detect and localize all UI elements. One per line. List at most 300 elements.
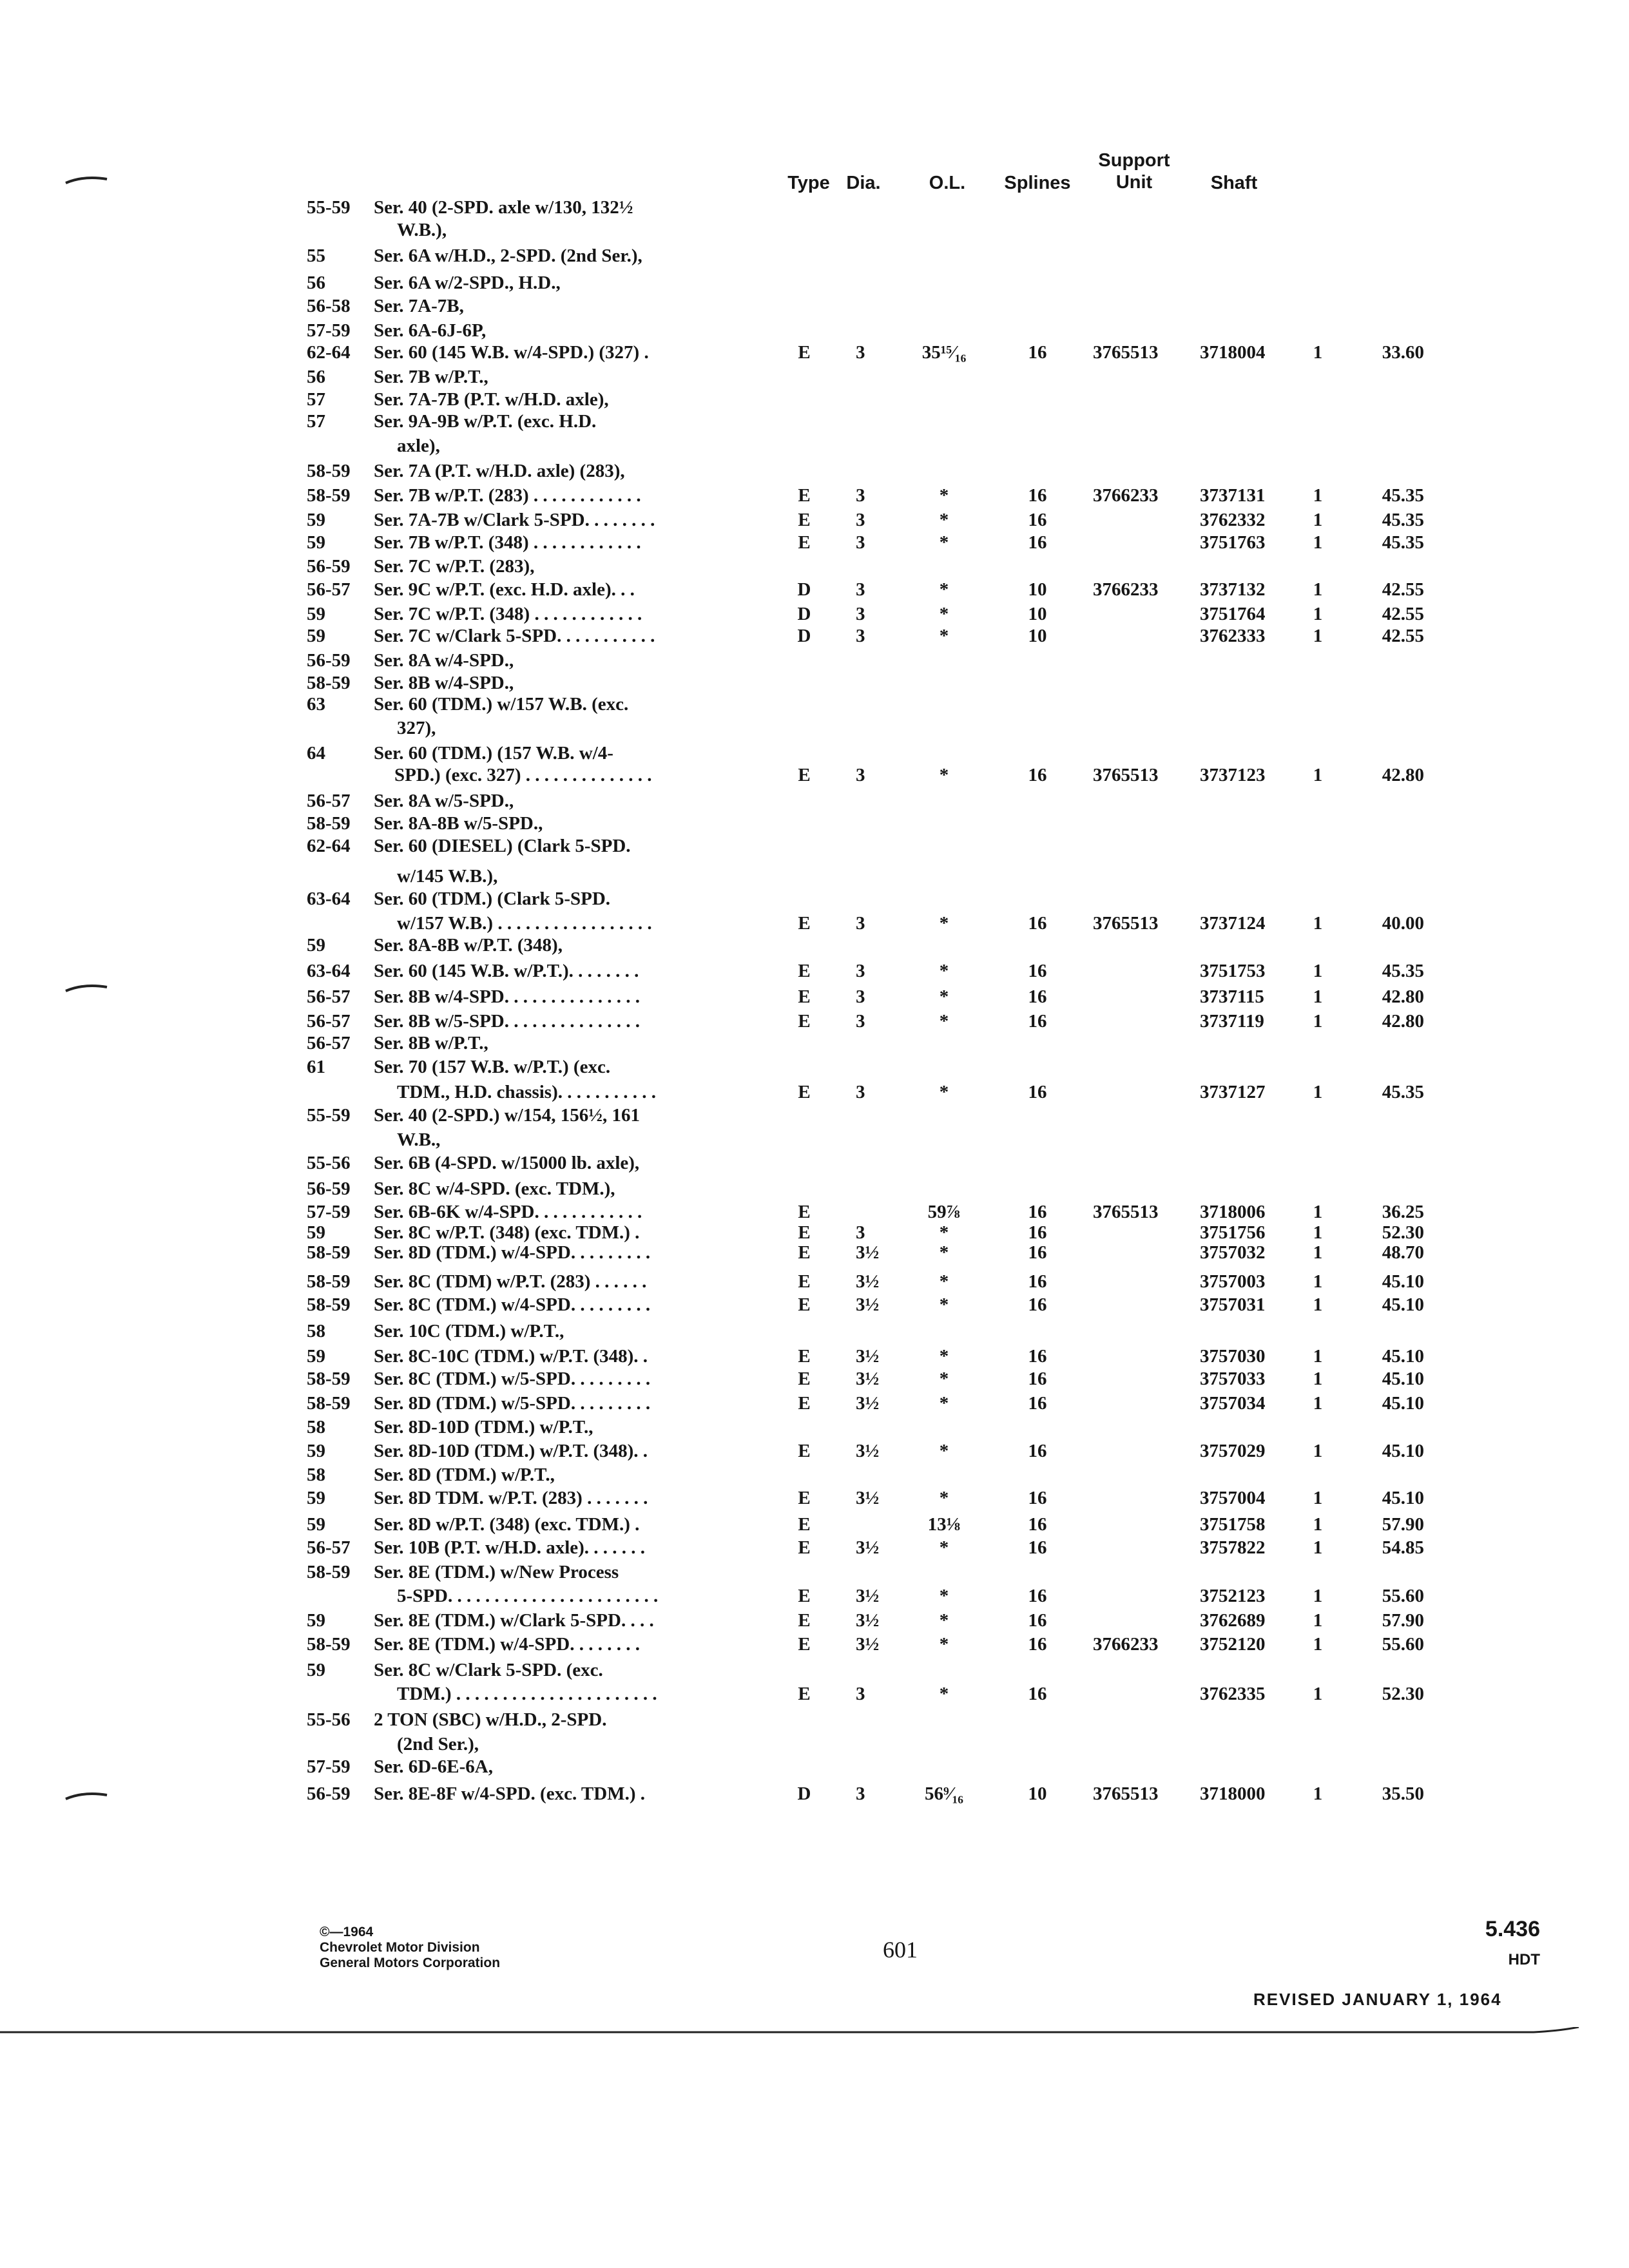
model-years: 59 <box>307 532 325 553</box>
cell-type: E <box>798 1294 811 1315</box>
model-years: 57-59 <box>307 1756 351 1777</box>
cell-dia: 3 <box>856 765 865 785</box>
cell-qty: 1 <box>1313 510 1323 530</box>
revised-date: REVISED JANUARY 1, 1964 <box>1253 1990 1502 2009</box>
cell-type: D <box>797 626 811 646</box>
model-description: SPD.) (exc. 327) . . . . . . . . . . . . . . <box>394 765 652 785</box>
model-years: 56-57 <box>307 579 351 600</box>
cell-ol: * <box>939 1011 949 1032</box>
cell-dia: 3 <box>856 342 865 363</box>
model-description: Ser. 8C w/4-SPD. (exc. TDM.), <box>374 1178 615 1199</box>
cell-support: 3765513 <box>1093 1783 1159 1804</box>
cell-price: 42.55 <box>1382 579 1424 600</box>
cell-qty: 1 <box>1313 1514 1323 1535</box>
cell-type: E <box>798 1514 811 1535</box>
cell-shaft: 3757003 <box>1200 1271 1266 1292</box>
table-row <box>0 811 1629 836</box>
cell-type: E <box>798 1346 811 1367</box>
cell-qty: 1 <box>1313 579 1323 600</box>
cell-type: E <box>798 342 811 363</box>
table-row <box>0 1009 1629 1033</box>
table-row <box>0 1560 1629 1584</box>
copyright-division: Chevrolet Motor Division <box>320 1940 480 1955</box>
model-years: 58-59 <box>307 1634 351 1655</box>
model-description: Ser. 7C w/P.T. (283), <box>374 556 535 577</box>
table-row <box>0 294 1629 318</box>
cell-price: 45.10 <box>1382 1294 1424 1315</box>
cell-price: 45.35 <box>1382 1082 1424 1102</box>
model-years: 59 <box>307 1441 325 1461</box>
model-years: 55 <box>307 245 325 266</box>
cell-price: 45.10 <box>1382 1271 1424 1292</box>
cell-type: D <box>797 579 811 600</box>
cell-price: 42.55 <box>1382 604 1424 624</box>
model-description: Ser. 60 (TDM.) (157 W.B. w/4- <box>374 743 613 764</box>
model-description: Ser. 40 (2-SPD. axle w/130, 132½ <box>374 197 633 218</box>
model-years: 58-59 <box>307 1369 351 1389</box>
model-description: Ser. 70 (157 W.B. w/P.T.) (exc. <box>374 1057 611 1077</box>
model-years: 57-59 <box>307 1202 351 1222</box>
table-row <box>0 864 1629 889</box>
model-years: 56 <box>307 273 325 293</box>
table-row <box>0 483 1629 508</box>
copyright-corporation: General Motors Corporation <box>320 1956 501 1970</box>
model-description: W.B.), <box>397 220 447 240</box>
cell-shaft: 3757822 <box>1200 1537 1266 1558</box>
cell-ol: * <box>939 986 949 1007</box>
model-description: Ser. 60 (TDM.) w/157 W.B. (exc. <box>374 694 629 715</box>
cell-ol: * <box>939 1488 949 1508</box>
model-description: Ser. 7A-7B (P.T. w/H.D. axle), <box>374 389 609 410</box>
page-number: 601 <box>883 1937 918 1963</box>
bottom-rule <box>0 2026 1629 2034</box>
cell-type: E <box>798 765 811 785</box>
table-row <box>0 1439 1629 1463</box>
cell-price: 36.25 <box>1382 1202 1424 1222</box>
table-row <box>0 1103 1629 1128</box>
cell-shaft: 3762333 <box>1200 626 1266 646</box>
model-description: TDM.) . . . . . . . . . . . . . . . . . . . . . . <box>397 1684 657 1704</box>
model-years: 64 <box>307 743 325 764</box>
cell-qty: 1 <box>1313 1441 1323 1461</box>
cell-dia: 3 <box>856 485 865 506</box>
cell-splines: 16 <box>1028 1242 1047 1263</box>
cell-splines: 10 <box>1028 579 1047 600</box>
cell-dia: 3½ <box>856 1242 880 1263</box>
cell-ol: * <box>939 485 949 506</box>
cell-price: 35.50 <box>1382 1783 1424 1804</box>
cell-ol: * <box>939 1537 949 1558</box>
cell-shaft: 3718006 <box>1200 1202 1266 1222</box>
cell-type: E <box>798 961 811 981</box>
cell-dia: 3 <box>856 961 865 981</box>
cell-shaft: 3757032 <box>1200 1242 1266 1263</box>
model-years: 56-59 <box>307 556 351 577</box>
cell-dia: 3½ <box>856 1271 880 1292</box>
header-ol: O.L. <box>929 173 966 193</box>
table-row <box>0 933 1629 957</box>
cell-splines: 16 <box>1028 1346 1047 1367</box>
cell-ol: * <box>939 510 949 530</box>
cell-shaft: 3762689 <box>1200 1610 1266 1631</box>
cell-price: 52.30 <box>1382 1684 1424 1704</box>
model-years: 56-59 <box>307 1783 351 1804</box>
cell-ol: 35¹⁵⁄₁₆ <box>921 342 967 363</box>
cell-splines: 16 <box>1028 1634 1047 1655</box>
cell-dia: 3 <box>856 604 865 624</box>
cell-dia: 3½ <box>856 1294 880 1315</box>
model-description: Ser. 8B w/P.T., <box>374 1033 488 1053</box>
cell-type: E <box>798 1242 811 1263</box>
model-description: Ser. 9A-9B w/P.T. (exc. H.D. <box>374 411 597 432</box>
cell-qty: 1 <box>1313 485 1323 506</box>
model-description: Ser. 10B (P.T. w/H.D. axle). . . . . . . <box>374 1537 646 1558</box>
cell-qty: 1 <box>1313 765 1323 785</box>
cell-dia: 3½ <box>856 1346 880 1367</box>
cell-type: E <box>798 1011 811 1032</box>
cell-price: 42.80 <box>1382 1011 1424 1032</box>
cell-support: 3765513 <box>1093 1202 1159 1222</box>
cell-type: E <box>798 1488 811 1508</box>
table-row <box>0 1080 1629 1104</box>
cell-shaft: 3757029 <box>1200 1441 1266 1461</box>
cell-splines: 16 <box>1028 485 1047 506</box>
table-row <box>0 1415 1629 1439</box>
model-years: 58 <box>307 1321 325 1341</box>
model-description: 327), <box>397 718 436 738</box>
cell-splines: 16 <box>1028 765 1047 785</box>
cell-dia: 3 <box>856 1082 865 1102</box>
model-years: 55-59 <box>307 1105 351 1126</box>
cell-dia: 3½ <box>856 1488 880 1508</box>
table-row <box>0 1367 1629 1391</box>
table-row <box>0 271 1629 295</box>
cell-splines: 16 <box>1028 1537 1047 1558</box>
cell-dia: 3 <box>856 1011 865 1032</box>
model-years: 62-64 <box>307 836 351 856</box>
cell-dia: 3½ <box>856 1537 880 1558</box>
cell-price: 57.90 <box>1382 1514 1424 1535</box>
cell-dia: 3½ <box>856 1634 880 1655</box>
model-description: w/157 W.B.) . . . . . . . . . . . . . . . . . <box>397 913 652 934</box>
cell-qty: 1 <box>1313 604 1323 624</box>
model-description: Ser. 7A (P.T. w/H.D. axle) (283), <box>374 461 625 481</box>
cell-support: 3766233 <box>1093 579 1159 600</box>
table-row <box>0 1031 1629 1055</box>
model-years: 59 <box>307 935 325 956</box>
cell-shaft: 3757034 <box>1200 1393 1266 1414</box>
table-row <box>0 1151 1629 1175</box>
cell-dia: 3½ <box>856 1369 880 1389</box>
cell-splines: 16 <box>1028 1441 1047 1461</box>
model-years: 56-58 <box>307 296 351 316</box>
model-description: Ser. 8D (TDM.) w/4-SPD. . . . . . . . . <box>374 1242 651 1263</box>
model-years: 55-56 <box>307 1709 351 1730</box>
model-years: 59 <box>307 604 325 624</box>
cell-qty: 1 <box>1313 1684 1323 1704</box>
table-row <box>0 554 1629 579</box>
cell-splines: 16 <box>1028 1586 1047 1606</box>
table-row <box>0 834 1629 858</box>
cell-ol: * <box>939 1242 949 1263</box>
model-description: Ser. 60 (TDM.) (Clark 5-SPD. <box>374 889 611 909</box>
cell-type: E <box>798 1202 811 1222</box>
model-description: Ser. 7B w/P.T. (348) . . . . . . . . . . . . <box>374 532 641 553</box>
model-description: Ser. 8B w/4-SPD., <box>374 673 514 693</box>
cell-shaft: 3751753 <box>1200 961 1266 981</box>
header-type: Type <box>787 173 830 193</box>
table-row <box>0 1319 1629 1343</box>
model-description: Ser. 8E (TDM.) w/4-SPD. . . . . . . . <box>374 1634 640 1655</box>
cell-price: 48.70 <box>1382 1242 1424 1263</box>
cell-splines: 16 <box>1028 1488 1047 1508</box>
table-row <box>0 195 1629 220</box>
table-row <box>0 911 1629 936</box>
cell-qty: 1 <box>1313 1346 1323 1367</box>
cell-dia: 3 <box>856 1684 865 1704</box>
model-description: Ser. 7A-7B w/Clark 5-SPD. . . . . . . . <box>374 510 655 530</box>
cell-ol: * <box>939 1684 949 1704</box>
cell-shaft: 3737115 <box>1200 986 1264 1007</box>
header-dia: Dia. <box>846 173 881 193</box>
cell-ol: * <box>939 1393 949 1414</box>
model-description: Ser. 8B w/5-SPD. . . . . . . . . . . . . . . <box>374 1011 640 1032</box>
table-row <box>0 1344 1629 1369</box>
model-description: Ser. 40 (2-SPD.) w/154, 156½, 161 <box>374 1105 640 1126</box>
model-years: 62-64 <box>307 342 351 363</box>
cell-ol: * <box>939 1586 949 1606</box>
cell-type: E <box>798 1537 811 1558</box>
model-description: Ser. 8D-10D (TDM.) w/P.T., <box>374 1417 593 1437</box>
model-description: Ser. 7C w/Clark 5-SPD. . . . . . . . . . . <box>374 626 655 646</box>
cell-support: 3766233 <box>1093 1634 1159 1655</box>
model-years: 58-59 <box>307 485 351 506</box>
cell-shaft: 3751764 <box>1200 604 1266 624</box>
cell-ol: * <box>939 1369 949 1389</box>
model-years: 57 <box>307 411 325 432</box>
margin-mark <box>64 175 110 179</box>
cell-dia: 3 <box>856 626 865 646</box>
table-row <box>0 318 1629 343</box>
model-description: Ser. 8E-8F w/4-SPD. (exc. TDM.) . <box>374 1783 645 1804</box>
table-row <box>0 624 1629 648</box>
cell-splines: 16 <box>1028 1514 1047 1535</box>
model-years: 63 <box>307 694 325 715</box>
cell-splines: 16 <box>1028 1222 1047 1243</box>
model-years: 58-59 <box>307 461 351 481</box>
cell-type: E <box>798 1441 811 1461</box>
cell-price: 42.80 <box>1382 986 1424 1007</box>
cell-type: E <box>798 1369 811 1389</box>
table-row <box>0 530 1629 555</box>
model-years: 58-59 <box>307 1294 351 1315</box>
cell-qty: 1 <box>1313 1222 1323 1243</box>
header-shaft: Shaft <box>1210 173 1258 193</box>
cell-support: 3765513 <box>1093 913 1159 934</box>
cell-price: 52.30 <box>1382 1222 1424 1243</box>
cell-type: E <box>798 1271 811 1292</box>
cell-splines: 16 <box>1028 510 1047 530</box>
model-years: 58-59 <box>307 673 351 693</box>
cell-type: E <box>798 1610 811 1631</box>
model-description: Ser. 6B (4-SPD. w/15000 lb. axle), <box>374 1153 640 1173</box>
cell-price: 42.55 <box>1382 626 1424 646</box>
model-years: 59 <box>307 510 325 530</box>
cell-shaft: 3752123 <box>1200 1586 1266 1606</box>
model-years: 59 <box>307 1610 325 1631</box>
cell-price: 45.35 <box>1382 485 1424 506</box>
table-row <box>0 508 1629 532</box>
model-years: 55-56 <box>307 1153 351 1173</box>
cell-splines: 16 <box>1028 986 1047 1007</box>
cell-shaft: 3751758 <box>1200 1514 1266 1535</box>
cell-splines: 16 <box>1028 1082 1047 1102</box>
cell-qty: 1 <box>1313 1242 1323 1263</box>
header-support-unit <box>1089 149 1179 193</box>
cell-ol: * <box>939 1610 949 1631</box>
cell-ol: * <box>939 1634 949 1655</box>
model-years: 56 <box>307 367 325 387</box>
cell-dia: 3½ <box>856 1441 880 1461</box>
cell-dia: 3½ <box>856 1586 880 1606</box>
cell-splines: 10 <box>1028 1783 1047 1804</box>
cell-type: E <box>798 1684 811 1704</box>
cell-qty: 1 <box>1313 1011 1323 1032</box>
model-description: Ser. 8A-8B w/P.T. (348), <box>374 935 563 956</box>
model-years: 56-57 <box>307 1537 351 1558</box>
model-years: 59 <box>307 1222 325 1243</box>
cell-ol: * <box>939 1294 949 1315</box>
cell-splines: 16 <box>1028 1393 1047 1414</box>
cell-price: 45.10 <box>1382 1393 1424 1414</box>
model-years: 55-59 <box>307 197 351 218</box>
table-row <box>0 1754 1629 1779</box>
model-description: Ser. 7B w/P.T. (283) . . . . . . . . . . . . <box>374 485 641 506</box>
cell-dia: 3 <box>856 532 865 553</box>
header-support-line2: Unit <box>1115 172 1153 193</box>
cell-shaft: 3737124 <box>1200 913 1266 934</box>
cell-ol: 56⁹⁄₁₆ <box>925 1783 963 1804</box>
model-years: 58-59 <box>307 813 351 834</box>
cell-price: 55.60 <box>1382 1586 1424 1606</box>
cell-ol: 13⅛ <box>927 1514 961 1535</box>
cell-ol: * <box>939 579 949 600</box>
cell-qty: 1 <box>1313 1082 1323 1102</box>
table-row <box>0 959 1629 983</box>
model-description: W.B., <box>397 1129 441 1150</box>
section-number: 5.436 <box>1485 1917 1540 1941</box>
model-years: 61 <box>307 1057 325 1077</box>
cell-ol: * <box>939 1082 949 1102</box>
cell-dia: 3½ <box>856 1393 880 1414</box>
table-row <box>0 1391 1629 1416</box>
cell-shaft: 3718004 <box>1200 342 1266 363</box>
model-description: Ser. 6A w/H.D., 2-SPD. (2nd Ser.), <box>374 245 642 266</box>
model-description: axle), <box>397 436 440 456</box>
cell-shaft: 3757004 <box>1200 1488 1266 1508</box>
cell-splines: 10 <box>1028 626 1047 646</box>
cell-qty: 1 <box>1313 1369 1323 1389</box>
model-description: (2nd Ser.), <box>397 1734 479 1754</box>
table-row <box>0 409 1629 434</box>
model-description: Ser. 8D-10D (TDM.) w/P.T. (348). . <box>374 1441 648 1461</box>
cell-shaft: 3757033 <box>1200 1369 1266 1389</box>
model-years: 58 <box>307 1417 325 1437</box>
table-row <box>0 1682 1629 1706</box>
cell-splines: 16 <box>1028 1294 1047 1315</box>
model-years: 56-57 <box>307 791 351 811</box>
table-row <box>0 387 1629 412</box>
table-row <box>0 1782 1629 1806</box>
cell-qty: 1 <box>1313 1488 1323 1508</box>
table-row <box>0 365 1629 389</box>
cell-splines: 16 <box>1028 1610 1047 1631</box>
model-description: Ser. 7C w/P.T. (348) . . . . . . . . . . . . <box>374 604 642 624</box>
cell-type: D <box>797 1783 811 1804</box>
cell-ol: * <box>939 765 949 785</box>
model-years: 59 <box>307 1488 325 1508</box>
cell-ol: * <box>939 1441 949 1461</box>
cell-type: E <box>798 1586 811 1606</box>
cell-splines: 16 <box>1028 1011 1047 1032</box>
model-description: 2 TON (SBC) w/H.D., 2-SPD. <box>374 1709 607 1730</box>
cell-type: E <box>798 913 811 934</box>
table-row <box>0 1608 1629 1633</box>
cell-splines: 16 <box>1028 1271 1047 1292</box>
model-description: TDM., H.D. chassis). . . . . . . . . . . <box>397 1082 656 1102</box>
table-row <box>0 1535 1629 1560</box>
cell-shaft: 3751763 <box>1200 532 1266 553</box>
table-row <box>0 218 1629 242</box>
cell-qty: 1 <box>1313 1610 1323 1631</box>
cell-ol: * <box>939 1222 949 1243</box>
model-description: Ser. 8D w/P.T. (348) (exc. TDM.) . <box>374 1514 640 1535</box>
cell-type: E <box>798 1393 811 1414</box>
cell-shaft: 3737119 <box>1200 1011 1264 1032</box>
model-description: Ser. 8E (TDM.) w/Clark 5-SPD. . . . <box>374 1610 654 1631</box>
table-row <box>0 602 1629 626</box>
cell-dia: 3 <box>856 510 865 530</box>
model-years: 59 <box>307 1514 325 1535</box>
table-row <box>0 1240 1629 1265</box>
table-row <box>0 244 1629 268</box>
table-row <box>0 741 1629 765</box>
cell-type: E <box>798 485 811 506</box>
cell-splines: 16 <box>1028 961 1047 981</box>
cell-splines: 16 <box>1028 532 1047 553</box>
table-row <box>0 763 1629 787</box>
model-years: 58 <box>307 1465 325 1485</box>
model-description: Ser. 6A-6J-6P, <box>374 320 487 341</box>
header-splines: Splines <box>1004 173 1071 193</box>
model-years: 58-59 <box>307 1242 351 1263</box>
cell-type: E <box>798 1634 811 1655</box>
cell-dia: 3 <box>856 913 865 934</box>
cell-type: E <box>798 1222 811 1243</box>
model-years: 58-59 <box>307 1562 351 1582</box>
cell-qty: 1 <box>1313 1783 1323 1804</box>
table-row <box>0 577 1629 602</box>
cell-qty: 1 <box>1313 1393 1323 1414</box>
cell-qty: 1 <box>1313 986 1323 1007</box>
table-row <box>0 1512 1629 1537</box>
cell-qty: 1 <box>1313 913 1323 934</box>
cell-qty: 1 <box>1313 626 1323 646</box>
cell-shaft: 3737123 <box>1200 765 1266 785</box>
cell-qty: 1 <box>1313 342 1323 363</box>
cell-splines: 10 <box>1028 604 1047 624</box>
cell-dia: 3 <box>856 986 865 1007</box>
